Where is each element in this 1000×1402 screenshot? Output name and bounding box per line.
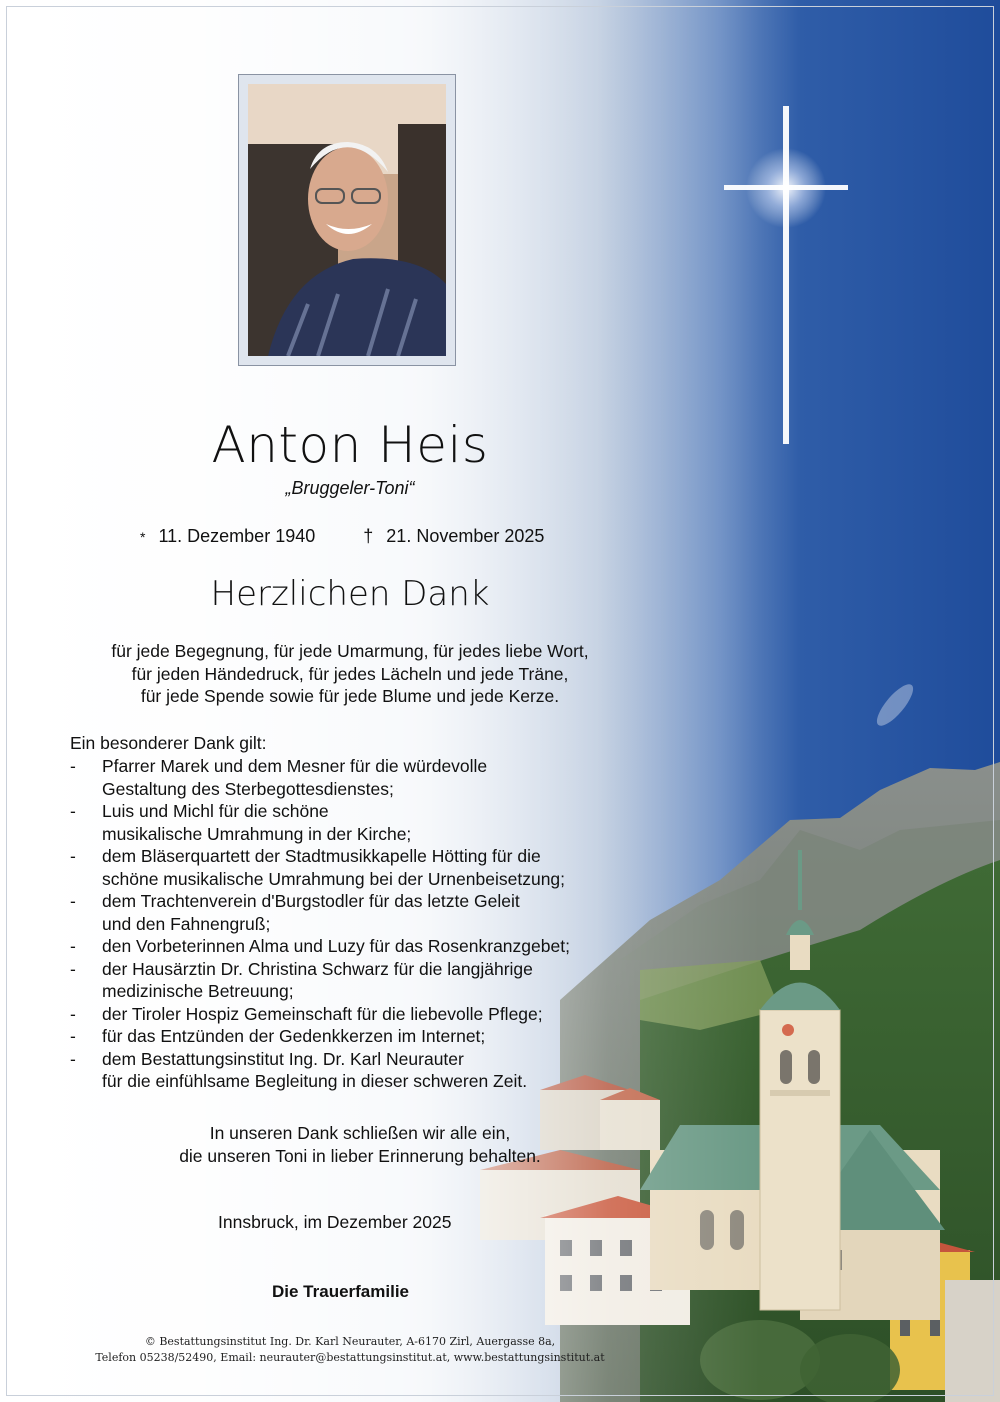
list-item: - den Vorbeterinnen Alma und Luzy für das Rosenkranzgebet; — [70, 936, 570, 956]
list-item: - der Hausärztin Dr. Christina Schwarz für die langjährige medizinische Betreuung; — [70, 958, 533, 1001]
list-item: - Luis und Michl für die schöne musikalische Umrahmung in der Kirche; — [70, 801, 412, 844]
list-item: - Pfarrer Marek und dem Mesner für die würdevolle Gestaltung des Sterbegottesdienstes; — [70, 756, 488, 799]
footer-line: Telefon 05238/52490, Email: neurauter@bestattungsinstitut.at, www.bestattungsinstitut.at — [95, 1351, 605, 1364]
place-date: Innsbruck, im Dezember 2025 — [218, 1212, 452, 1232]
portrait-frame — [238, 74, 456, 366]
death-date: 21. November 2025 — [386, 526, 545, 546]
list-item: - der Tiroler Hospiz Gemeinschaft für die liebevolle Pflege; — [70, 1003, 543, 1024]
list-item: - dem Bläserquartett der Stadtmusikkapelle Hötting für die schöne musikalische Umrahmung bei der Urnenbeisetzung; — [70, 846, 566, 889]
portrait-photo — [248, 84, 446, 356]
thanks-intro — [0, 640, 700, 708]
birth-date: 11. Dezember 1940 — [158, 526, 316, 546]
footer-imprint — [0, 1334, 700, 1366]
intro-line: für jeden Händedruck, für jedes Lächeln und jede Träne, — [131, 663, 569, 684]
deceased-name: Anton Heis — [211, 416, 489, 474]
list-item: - dem Trachtenverein d'Burgstodler für das letzte Geleit und den Fahnengruß; — [70, 891, 520, 934]
birth-star-icon: * — [140, 529, 146, 545]
thanks-heading: Herzlichen Dank — [210, 574, 490, 614]
special-thanks-list — [70, 755, 690, 1093]
cloud — [871, 679, 918, 730]
signature: Die Trauerfamilie — [272, 1282, 410, 1301]
life-dates — [140, 526, 544, 547]
nickname: „Bruggeler-Toni“ — [285, 478, 415, 498]
intro-line: für jede Begegnung, für jede Umarmung, für jedes liebe Wort, — [111, 641, 589, 661]
intro-line: für jede Spende sowie für jede Blume und jede Kerze. — [140, 686, 560, 706]
closing-text — [0, 1122, 720, 1168]
death-cross-icon: † — [363, 526, 374, 546]
closing-line: In unseren Dank schließen wir alle ein, — [209, 1123, 511, 1143]
closing-line: die unseren Toni in lieber Erinnerung behalten. — [179, 1146, 541, 1166]
list-item: - dem Bestattungsinstitut Ing. Dr. Karl Neurauter für die einfühlsame Begleitung in dieser schweren Zeit. — [70, 1048, 528, 1091]
footer-line: © Bestattungsinstitut Ing. Dr. Karl Neurauter, A-6170 Zirl, Auergasse 8a, — [144, 1335, 556, 1348]
special-thanks-heading: Ein besonderer Dank gilt: — [70, 733, 267, 753]
list-item: - für das Entzünden der Gedenkkerzen im Internet; — [70, 1026, 486, 1046]
